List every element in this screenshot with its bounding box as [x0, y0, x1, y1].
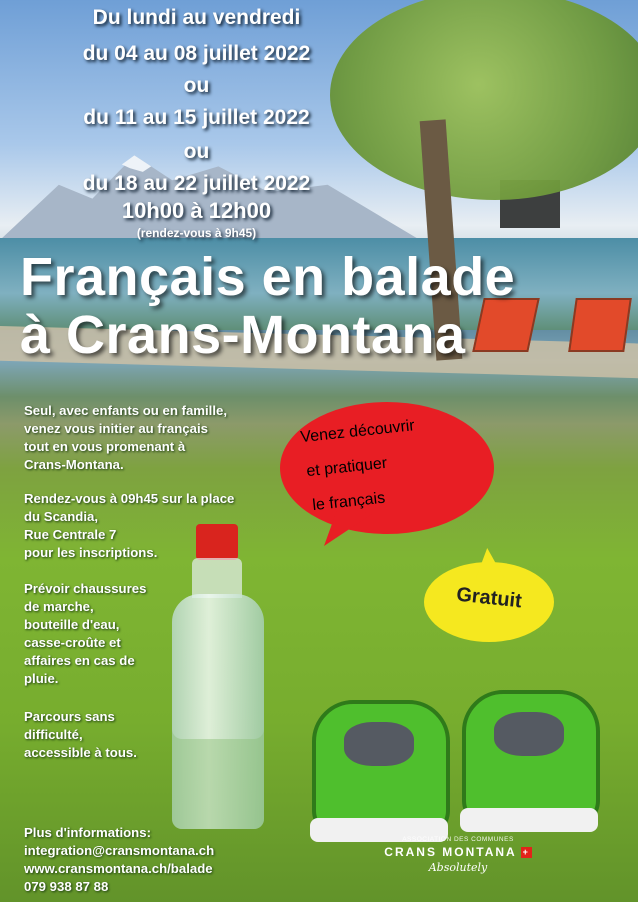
text-line: difficulté,	[24, 727, 83, 742]
meeting-paragraph	[24, 490, 234, 562]
intro-paragraph	[24, 402, 227, 474]
contact-email-link[interactable]: integration@cransmontana.ch	[24, 843, 215, 858]
schedule-meeting-time: (rendez-vous à 9h45)	[136, 226, 257, 240]
contact-paragraph	[24, 824, 214, 896]
bubble-text-line3: le français	[311, 489, 386, 515]
poster-title-line1: Français en balade	[20, 247, 516, 307]
text-line: pluie.	[24, 671, 59, 686]
schedule-line-week1: du 04 au 08 juillet 2022	[82, 42, 311, 65]
text-line: tout en vous promenant à	[24, 439, 186, 454]
logo-main-text: CRANS MONTANA	[384, 845, 517, 859]
schedule-line-weekdays: Du lundi au vendredi	[92, 6, 301, 29]
text-line: du Scandia,	[24, 509, 99, 524]
schedule-or-1: ou	[183, 74, 210, 97]
text-line: de marche,	[24, 599, 94, 614]
poster-title-line2: à Crans-Montana	[20, 305, 466, 365]
schedule-or-2: ou	[183, 140, 210, 163]
crans-montana-logo	[380, 836, 536, 874]
logo-tagline: Absolutely	[428, 861, 488, 874]
bubble-text-line2: et pratiquer	[305, 454, 388, 481]
logo-association-text: ASSOCIATION DES COMMUNES	[402, 836, 514, 843]
text-line: Rue Centrale 7	[24, 527, 117, 542]
swiss-flag-icon: +	[522, 847, 530, 858]
sneaker-left-image	[312, 700, 450, 838]
logo-wordmark	[380, 845, 536, 859]
deck-chair-right	[568, 298, 632, 352]
text-line: casse-croûte et	[24, 635, 121, 650]
schedule-line-week3: du 18 au 22 juillet 2022	[82, 172, 311, 195]
route-paragraph	[24, 708, 137, 762]
text-line: bouteille d'eau,	[24, 617, 120, 632]
contact-heading: Plus d'informations:	[24, 825, 151, 840]
schedule-time: 10h00 à 12h00	[121, 198, 272, 223]
free-label: Gratuit	[455, 583, 523, 613]
text-line: Prévoir chaussures	[24, 581, 147, 596]
text-line: Crans-Montana.	[24, 457, 124, 472]
text-line: Parcours sans	[24, 709, 115, 724]
equipment-paragraph	[24, 580, 146, 688]
text-line: pour les inscriptions.	[24, 545, 158, 560]
contact-website-link[interactable]: www.cransmontana.ch/balade	[24, 861, 213, 876]
text-line: Rendez-vous à 09h45 sur la place	[24, 491, 235, 506]
text-line: affaires en cas de	[24, 653, 135, 668]
water-bottle-image	[172, 524, 264, 829]
text-line: venez vous initier au français	[24, 421, 208, 436]
tree-crown	[330, 0, 638, 200]
text-line: Seul, avec enfants ou en famille,	[24, 403, 228, 418]
text-line: accessible à tous.	[24, 745, 137, 760]
contact-phone-link[interactable]: 079 938 87 88	[24, 879, 109, 894]
sneaker-right-image	[462, 690, 600, 828]
bubble-text-line1: Venez découvrir	[299, 417, 416, 447]
schedule-line-week2: du 11 au 15 juillet 2022	[83, 106, 310, 129]
